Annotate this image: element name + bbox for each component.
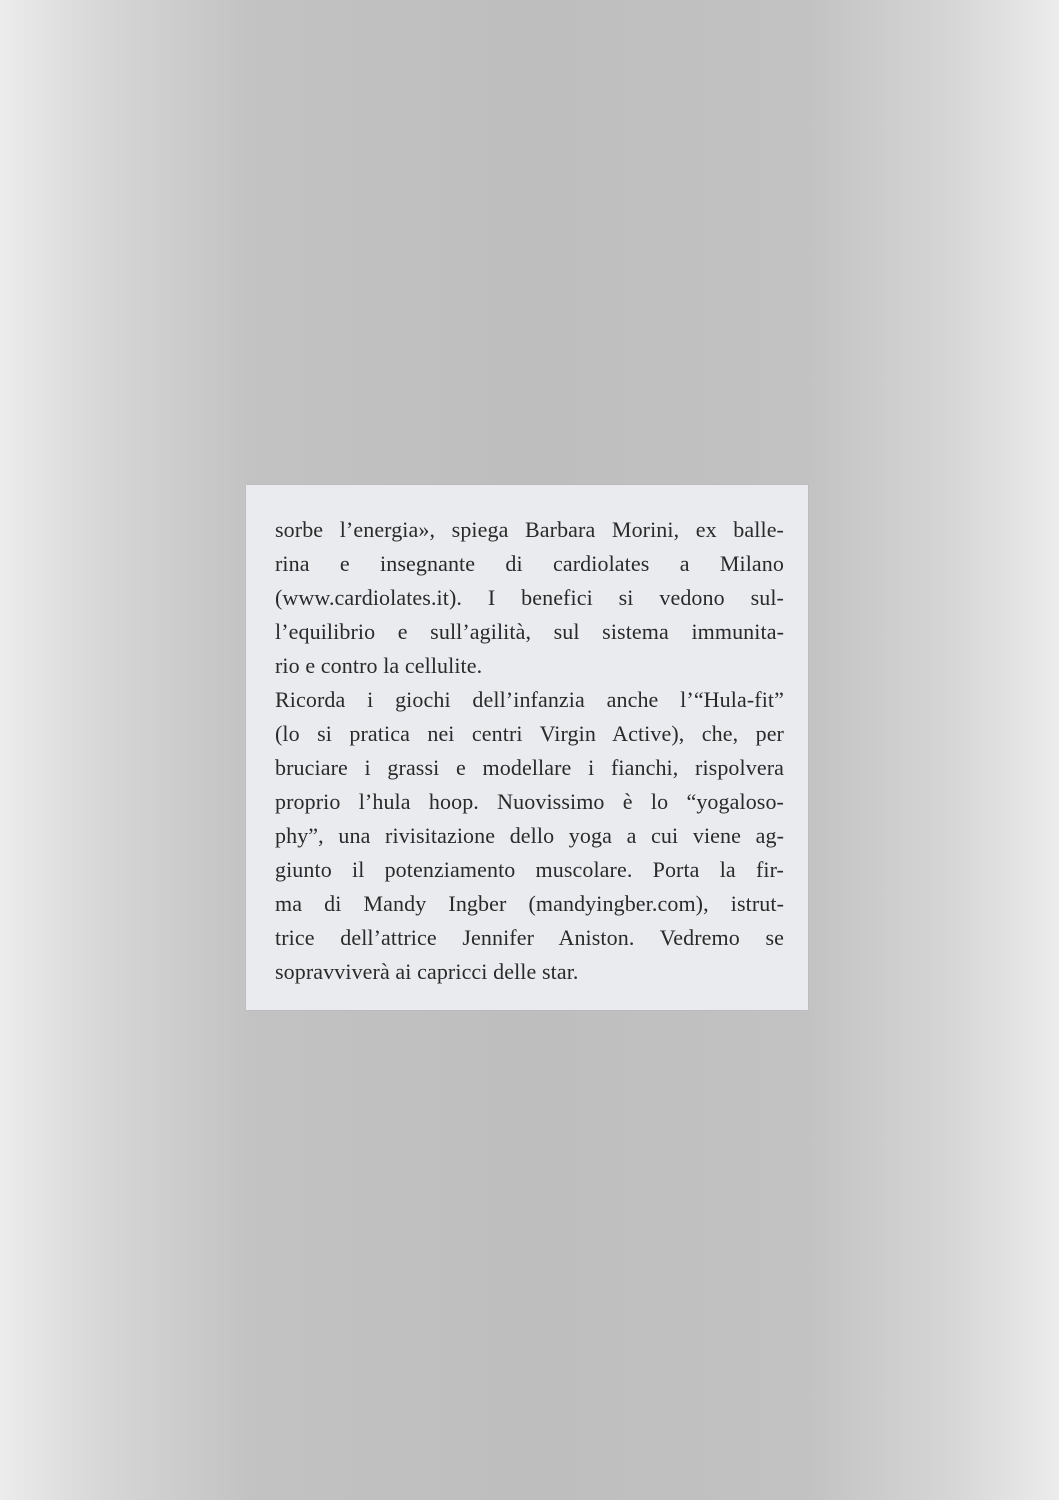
- article-line: rina e insegnante di cardiolates a Milano: [275, 551, 784, 576]
- article-clipping: [246, 485, 808, 1010]
- article-line: l’equilibrio e sull’agilità, sul sistema immunita-: [275, 619, 784, 644]
- article-line: sopravviverà ai capricci delle star.: [275, 959, 579, 984]
- article-line: (lo si pratica nei centri Virgin Active), che, per: [275, 721, 784, 746]
- article-line: (www.cardiolates.it). I benefici si vedono sul-: [275, 585, 784, 610]
- article-line: sorbe l’energia», spiega Barbara Morini, ex balle-: [275, 517, 784, 542]
- article-line: ma di Mandy Ingber (mandyingber.com), istrut-: [275, 891, 784, 916]
- article-line: giunto il potenziamento muscolare. Porta la fir-: [275, 857, 784, 882]
- article-line: rio e contro la cellulite.: [275, 653, 483, 678]
- article-line: proprio l’hula hoop. Nuovissimo è lo “yogaloso-: [275, 789, 784, 814]
- article-line: bruciare i grassi e modellare i fianchi, rispolvera: [275, 755, 784, 780]
- article-line: Ricorda i giochi dell’infanzia anche l’“Hula-fit”: [275, 687, 784, 712]
- article-line: phy”, una rivisitazione dello yoga a cui viene ag-: [275, 823, 784, 848]
- article-line: trice dell’attrice Jennifer Aniston. Vedremo se: [275, 925, 784, 950]
